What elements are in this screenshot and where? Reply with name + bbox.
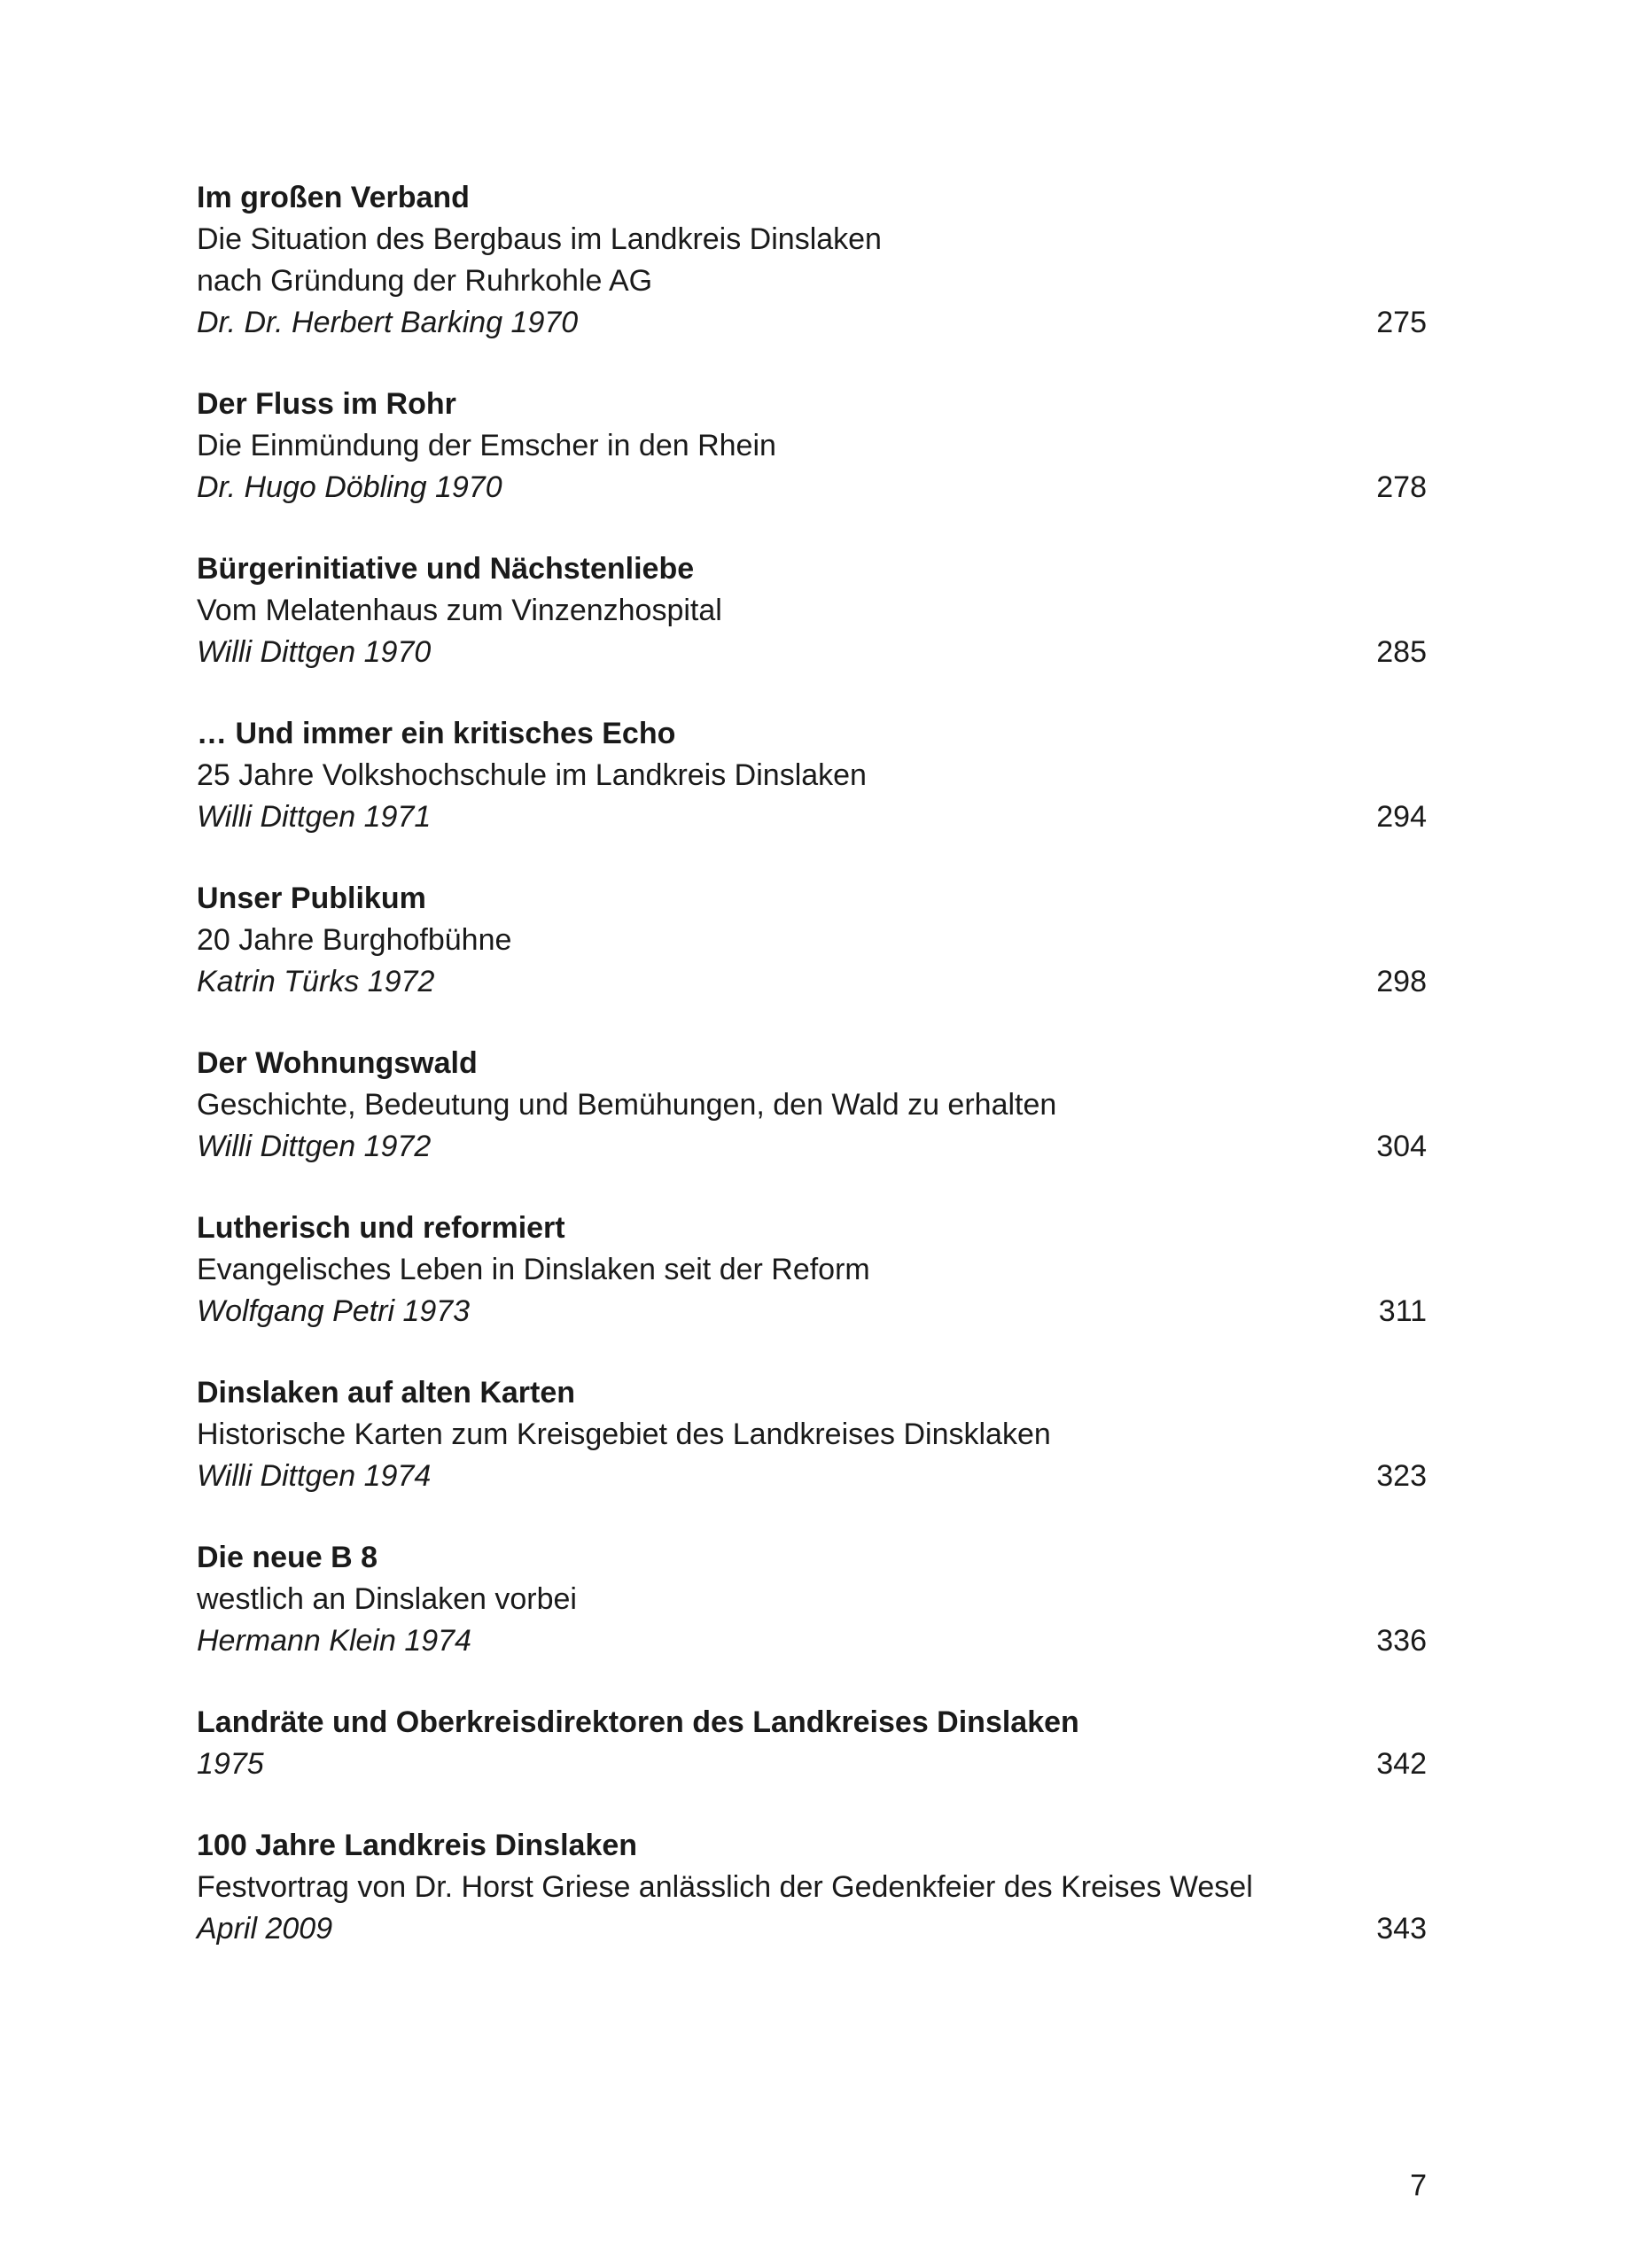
toc-entry <box>197 384 1427 509</box>
entry-subtitle: 20 Jahre Burghofbühne <box>197 923 512 957</box>
entry-page-number: 323 <box>1376 1459 1427 1493</box>
entry-title: Im großen Verband <box>197 181 470 214</box>
entry-title: Unser Publikum <box>197 882 426 915</box>
entry-page-number: 343 <box>1376 1912 1427 1946</box>
entry-author: Willi Dittgen 1970 <box>197 635 432 669</box>
entry-title: Die neue B 8 <box>197 1541 378 1574</box>
entry-author: Katrin Türks 1972 <box>197 965 435 998</box>
entry-page-number: 278 <box>1376 470 1427 504</box>
entry-title: Bürgerinitiative und Nächstenliebe <box>197 552 695 586</box>
entry-title: … Und immer ein kritisches Echo <box>197 717 676 750</box>
entry-title: 100 Jahre Landkreis Dinslaken <box>197 1829 638 1862</box>
entry-title: Dinslaken auf alten Karten <box>197 1376 576 1410</box>
toc-entry <box>197 1372 1427 1497</box>
entry-subtitle: Vom Melatenhaus zum Vinzenzhospital <box>197 594 722 627</box>
entry-title: Der Fluss im Rohr <box>197 387 456 421</box>
entry-page-number: 275 <box>1376 306 1427 339</box>
table-of-contents <box>197 177 1427 1990</box>
entry-page-number: 342 <box>1376 1747 1427 1781</box>
toc-entry <box>197 1702 1427 1785</box>
entry-author: Willi Dittgen 1972 <box>197 1130 432 1163</box>
toc-entry <box>197 713 1427 838</box>
entry-title: Der Wohnungswald <box>197 1046 478 1080</box>
page-folio: 7 <box>1410 2169 1427 2202</box>
entry-author: Dr. Hugo Döbling 1970 <box>197 470 502 504</box>
toc-entry <box>197 878 1427 1003</box>
entry-subtitle: Historische Karten zum Kreisgebiet des Landkreises Dinsklaken <box>197 1418 1051 1451</box>
entry-subtitle: nach Gründung der Ruhrkohle AG <box>197 264 653 298</box>
entry-subtitle: Die Einmündung der Emscher in den Rhein <box>197 429 776 462</box>
entry-author: April 2009 <box>197 1912 333 1946</box>
entry-author: Dr. Dr. Herbert Barking 1970 <box>197 306 579 339</box>
entry-page-number: 311 <box>1378 1294 1427 1328</box>
entry-author: Willi Dittgen 1974 <box>197 1459 432 1493</box>
toc-entry <box>197 1825 1427 1950</box>
entry-author: 1975 <box>197 1747 264 1781</box>
toc-entry <box>197 177 1427 344</box>
entry-subtitle: Evangelisches Leben in Dinslaken seit der Reform <box>197 1253 870 1286</box>
entry-title: Landräte und Oberkreisdirektoren des Landkreises Dinslaken <box>197 1705 1079 1739</box>
entry-subtitle: 25 Jahre Volkshochschule im Landkreis Dinslaken <box>197 758 867 792</box>
entry-subtitle: Festvortrag von Dr. Horst Griese anlässlich der Gedenkfeier des Kreises Wesel <box>197 1870 1253 1904</box>
entry-author: Wolfgang Petri 1973 <box>197 1294 471 1328</box>
entry-title: Lutherisch und reformiert <box>197 1211 565 1245</box>
toc-entry <box>197 1208 1427 1332</box>
entry-page-number: 304 <box>1376 1130 1427 1163</box>
entry-page-number: 294 <box>1376 800 1427 834</box>
entry-subtitle: westlich an Dinslaken vorbei <box>197 1582 577 1616</box>
entry-page-number: 336 <box>1376 1624 1427 1658</box>
toc-entry <box>197 1537 1427 1662</box>
entry-subtitle: Geschichte, Bedeutung und Bemühungen, den Wald zu erhalten <box>197 1088 1057 1122</box>
entry-author: Willi Dittgen 1971 <box>197 800 432 834</box>
toc-entry <box>197 1043 1427 1168</box>
entry-page-number: 298 <box>1376 965 1427 998</box>
entry-subtitle: Die Situation des Bergbaus im Landkreis Dinslaken <box>197 222 882 256</box>
toc-entry <box>197 548 1427 673</box>
entry-page-number: 285 <box>1376 635 1427 669</box>
entry-author: Hermann Klein 1974 <box>197 1624 471 1658</box>
